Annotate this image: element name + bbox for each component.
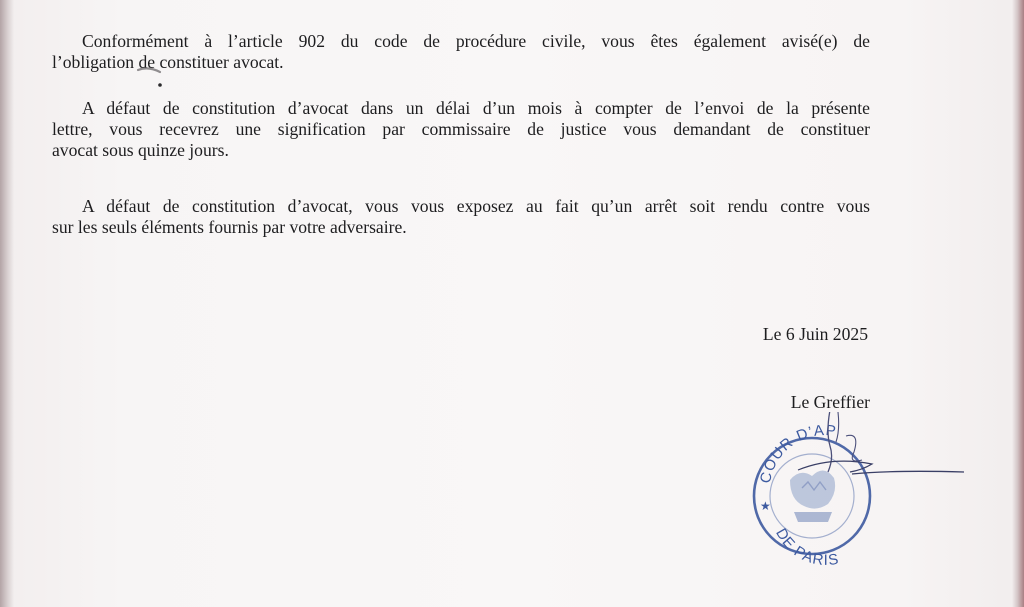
- paragraph-line: lettre, vous recevrez une signification par commissaire de justice vous demandant de constituer: [52, 119, 870, 139]
- stamp-bottom-text: DE PARIS: [772, 525, 841, 570]
- paragraph-line: A défaut de constitution d’avocat, vous vous exposez au fait qu’un arrêt soit rendu contre vous: [82, 196, 870, 216]
- stamp-top-text: COUR D’AP: [756, 421, 838, 485]
- paragraph-article-902: [52, 31, 870, 73]
- paragraph-line: l’obligation de constituer avocat.: [52, 52, 284, 72]
- paragraph-delay-notice: [52, 98, 870, 161]
- paragraph-line: sur les seuls éléments fournis par votre adversaire.: [52, 217, 407, 237]
- paper-right-edge: [1012, 0, 1024, 607]
- paragraph-judgment-warning: [52, 196, 870, 238]
- paper-left-edge: [0, 0, 14, 607]
- stamp-star: ★: [760, 499, 771, 513]
- document-date: Le 6 Juin 2025: [762, 324, 868, 344]
- handwritten-signature: [798, 412, 964, 474]
- paragraph-line: A défaut de constitution d’avocat dans un délai d’un mois à compter de l’envoi de la présente: [82, 98, 870, 118]
- pencil-mark: [136, 64, 166, 90]
- court-stamp: [742, 412, 972, 582]
- paragraph-line: Conformément à l’article 902 du code de procédure civile, vous êtes également avisé(e) de: [82, 31, 870, 51]
- paragraph-line: avocat sous quinze jours.: [52, 140, 229, 160]
- stamp-emblem: [790, 470, 835, 522]
- signer-title: Le Greffier: [790, 392, 870, 412]
